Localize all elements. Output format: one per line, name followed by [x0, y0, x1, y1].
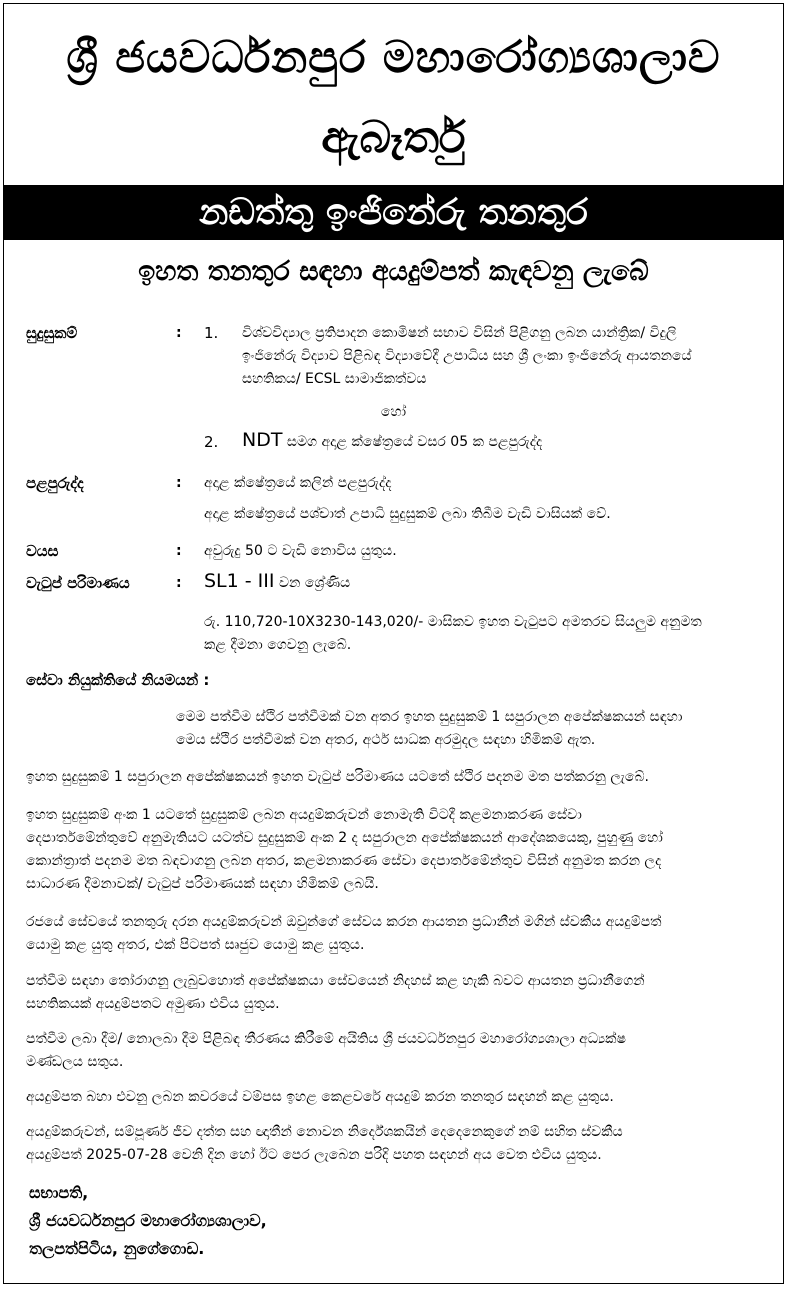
experience-line-2: අදාළ ක්ෂේත්‍රයේ පශ්චාත් උපාධි සුදුසුකම් ලබා තිබීම වැඩි වාසියක් වේ. — [204, 506, 611, 522]
experience-label: පළපුරුද්ද — [26, 474, 84, 492]
terms-paragraph-3-line-2: දෙපාර්තමේන්තුවේ අනුමැතියට යටත්ව සුදුසුකම් අංක 2 ද සපුරාලන අපේක්ෂකයන් ආදේශකයෙකු, පුහුණු හෝ — [26, 830, 663, 846]
terms-paragraph-2: ඉහත සුදුසුකම් 1 සපුරාලන අපේක්ෂකයන් ඉහත වැටුප් පරිමාණය යටතේ ස්ථිර පදනම මත පත්කරනු ලැබේ. — [26, 769, 649, 785]
experience-line-1: අදාළ ක්ෂේත්‍රයේ කලින් පළපුරුද්ද — [204, 475, 392, 491]
salary-line-1: රු. 110,720-10X3230-143,020/- මාසිකව ඉහත වැටුපට අමතරව සියලුම අනුමත — [204, 614, 702, 630]
qualification-2-text: සමග අදාළ ක්ෂේත්‍රයේ වසර 05 ක පළපුරුද්ද — [286, 434, 543, 450]
qualifications-colon: : — [176, 325, 182, 341]
ndt-label: NDT — [242, 429, 283, 451]
qualification-1-line-2: ඉංජිනේරු විද්‍යාව පිළිබඳ විද්‍යාවේදී උපාධිය සහ ශ්‍රී ලංකා ඉංජිනේරු ආයතනයේ — [242, 348, 692, 364]
signature-chairman: සභාපති, — [29, 1183, 89, 1202]
or-separator: හෝ — [380, 404, 407, 420]
qualification-2-number: 2. — [204, 433, 219, 451]
terms-paragraph-3-line-1: ඉහත සුදුසුකම් අංක 1 යටතේ සුදුසුකම් ලබන අයදුම්කරුවන් නොමැති විටදී කළමනාකරණ සේවා — [26, 807, 582, 823]
hospital-name: ශ්‍රී ජයවර්ධනපුර මහාරෝග්‍යශාලාව — [66, 32, 721, 83]
terms-paragraph-5-line-2: සහතිකයක් අයදුම්පතට අමුණා එවිය යුතුය. — [26, 996, 280, 1012]
qualification-1-line-1: විශ්වවිද්‍යාල ප්‍රතිපාදන කොමිෂන් සභාව විසින් පිළිගනු ලබන යාන්ත්‍රික/ විදුලි — [242, 325, 677, 341]
salary-label: වැටුප් පරිමාණය — [26, 574, 130, 592]
experience-colon: : — [176, 475, 182, 491]
signature-address: තලපත්පිටිය, නුගේගොඩ. — [29, 1239, 205, 1258]
terms-paragraph-8-line-1: අයදුම්කරුවන්, සම්පූර්ණ ජීව දත්ත සහ ඥාතීන් නොවන නිර්දේශකයින් දෙදෙනෙකුගේ නම් සහිත ස්වකීය — [26, 1124, 623, 1140]
qualification-1-line-3: සහතිකය/ ECSL සාමාජිකත්වය — [242, 371, 427, 387]
terms-paragraph-1-line-1: මෙම පත්වීම ස්ථිර පත්වීමක් වන අතර ඉහත සුදුසුකම් 1 සපුරාලන අපේක්ෂකයන් සඳහා — [176, 709, 683, 725]
signature-hospital: ශ්‍රී ජයවර්ධනපුර මහාරෝග්‍යශාලාව, — [29, 1211, 267, 1230]
terms-paragraph-3-line-4: සාධාරණ දීමනාවක්/ වැටුප් පරිමාණයක් සඳහා හිමිකම් ලබයි. — [26, 876, 379, 892]
age-text: අවුරුදු 50 ට වැඩි නොවිය යුතුය. — [204, 543, 397, 559]
salary-scale-suffix: වන ශ්‍රේණිය — [278, 575, 351, 591]
service-terms-heading: සේවා නියුක්තියේ නියමයන් : — [26, 671, 210, 689]
terms-paragraph-1-line-2: මෙය ස්ථිර පත්වීමක් වන අතර, අර්ථ සාධක අරමුදල සඳහා හිමිකම් ඇත. — [176, 732, 596, 748]
applications-subtitle: ඉහත තනතුර සඳහා අයදුම්පත් කැඳවනු ලැබේ — [138, 256, 649, 287]
advertisement-page — [3, 3, 784, 1284]
terms-paragraph-6-line-2: මණ්ඩලය සතුය. — [26, 1054, 124, 1070]
salary-scale-code: SL1 - III — [204, 570, 275, 592]
qualification-1-number: 1. — [204, 324, 219, 342]
terms-paragraph-4-line-1: රජයේ සේවයේ තනතුරු දරන අයදුම්කරුවන් ඔවුන්ගේ සේවය කරන ආයතන ප්‍රධානීන් මගින් ස්වකීය අයදුම්පත් — [26, 914, 662, 930]
qualifications-label: සුදුසුකම් — [26, 324, 78, 342]
terms-paragraph-7: අයදුම්පත බහා එවනු ලබන කවරයේ වම්පස ඉහළ කෙළවරේ අයදුම් කරන තනතුර සඳහන් කළ යුතුය. — [26, 1089, 614, 1105]
terms-paragraph-5-line-1: පත්වීම සඳහා තෝරාගනු ලැබුවහොත් අපේක්ෂකයා සේවයෙන් නිදහස් කළ හැකි බවට ආයතන ප්‍රධානීගෙන් — [26, 973, 645, 989]
age-colon: : — [176, 543, 182, 559]
position-title-banner: නඩත්තු ඉංජිනේරු තනතුර — [4, 185, 783, 240]
salary-colon: : — [176, 575, 182, 591]
terms-paragraph-6-line-1: පත්වීම ලබා දීම/ නොලබා දීම පිළිබඳ තීරණය කිරීමේ අයිතිය ශ්‍රී ජයවර්ධනපුර මහාරෝග්‍යශාලා අධ්‍යක්ෂ — [26, 1031, 626, 1047]
age-label: වයස — [26, 542, 59, 560]
terms-paragraph-4-line-2: යොමු කළ යුතු අතර, එක් පිටපත් සෘජුව යොමු කළ යුතුය. — [26, 937, 365, 953]
vacancies-title: ඇබෑර්තු — [321, 112, 466, 163]
salary-line-2: කළ දීමනා ගෙවනු ලැබේ. — [204, 637, 352, 653]
terms-paragraph-8-line-2: අයදුම්පත් 2025-07-28 වෙනි දින හෝ ඊට පෙර ලැබෙන පරිදි පහත සඳහන් අය වෙත එවිය යුතුය. — [26, 1147, 602, 1163]
terms-paragraph-3-line-3: කොන්ත්‍රාත් පදනම මත බඳවාගනු ලබන අතර, කළමනාකරණ සේවා දෙපාර්තමේන්තුව විසින් අනුමත කරන ලද — [26, 853, 662, 869]
